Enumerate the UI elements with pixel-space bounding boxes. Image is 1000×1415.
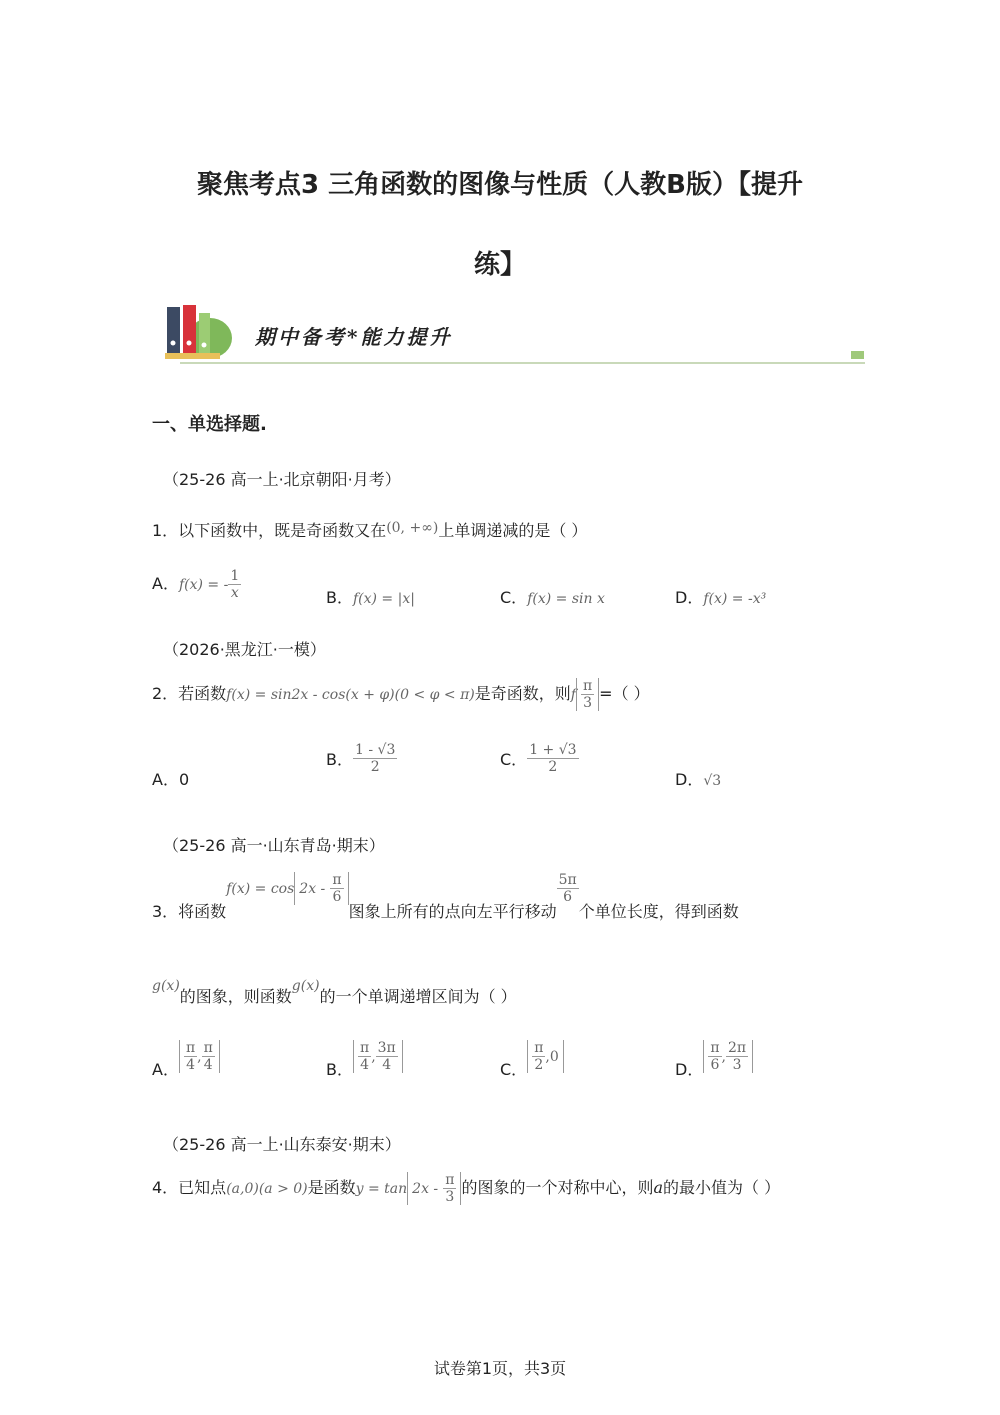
question-source: （25-26 高一·山东青岛·期末） xyxy=(163,836,385,855)
section-banner xyxy=(165,303,865,365)
option-d[interactable]: D． $\frac{\pi}{6}$ , $\frac{2\pi}{3}$ xyxy=(675,1040,753,1080)
option-a[interactable]: A．f(x) = - $\frac{1}{x}$ xyxy=(152,568,240,601)
option-a[interactable]: A．0 xyxy=(152,770,190,789)
books-icon xyxy=(165,303,235,363)
question-3-stem-line2: g(x)的图象，则函数g(x)的一个单调递增区间为（ ） xyxy=(152,978,517,1006)
option-d[interactable]: D．f(x) = -x³ xyxy=(675,588,767,607)
section-heading: 一、单选择题. xyxy=(152,414,267,435)
option-b[interactable]: B． $\frac{\pi}{4}$ , $\frac{3\pi}{4}$ xyxy=(326,1040,403,1080)
option-b[interactable]: B．f(x) = |x| xyxy=(326,588,415,607)
question-4-stem: 4．已知点(a,0)(a > 0)是函数y = tan 2x - $\frac{\pi}{3}$ 的图象的一个对称中心，则a的最小值为（ ） xyxy=(152,1172,781,1205)
option-a[interactable]: A． $\frac{\pi}{4}$ , $\frac{\pi}{4}$ xyxy=(152,1040,220,1080)
question-source: （2026·黑龙江·一模） xyxy=(163,640,326,659)
option-c[interactable]: C． $\frac{\pi}{2}$ ,0 xyxy=(500,1040,564,1080)
option-c[interactable]: C．f(x) = sin x xyxy=(500,588,605,607)
question-source: （25-26 高一上·北京朝阳·月考） xyxy=(163,470,401,489)
option-c[interactable]: C． $\frac{1 + √3}{2}$ xyxy=(500,742,577,775)
banner-text: 期中备考*能力提升 xyxy=(255,325,453,349)
question-1-stem: 1．以下函数中，既是奇函数又在(0, +∞)上单调递减的是（ ） xyxy=(152,520,588,540)
banner-divider xyxy=(180,362,865,364)
page-title: 聚焦考点3 三角函数的图像与性质（人教B版）【提升 练】 xyxy=(197,170,803,280)
option-d[interactable]: D．√3 xyxy=(675,770,722,789)
banner-marker xyxy=(851,351,864,359)
question-3-stem: 3．将函数f(x) = cos 2x - $\frac{\pi}{6}$ 图象上所有的点向左平行移动 $\frac{5\pi}{6}$ 个单位长度，得到函数 xyxy=(152,872,739,921)
question-2-stem: 2．若函数f(x) = sin2x - cos(x + φ)(0 < φ < π)是奇函数，则f $\frac{\pi}{3}$ =（ ） xyxy=(152,678,650,711)
option-b[interactable]: B． $\frac{1 - √3}{2}$ xyxy=(326,742,396,775)
page-footer: 试卷第1页，共3页 xyxy=(433,1359,567,1378)
question-source: （25-26 高一上·山东泰安·期末） xyxy=(163,1135,401,1154)
